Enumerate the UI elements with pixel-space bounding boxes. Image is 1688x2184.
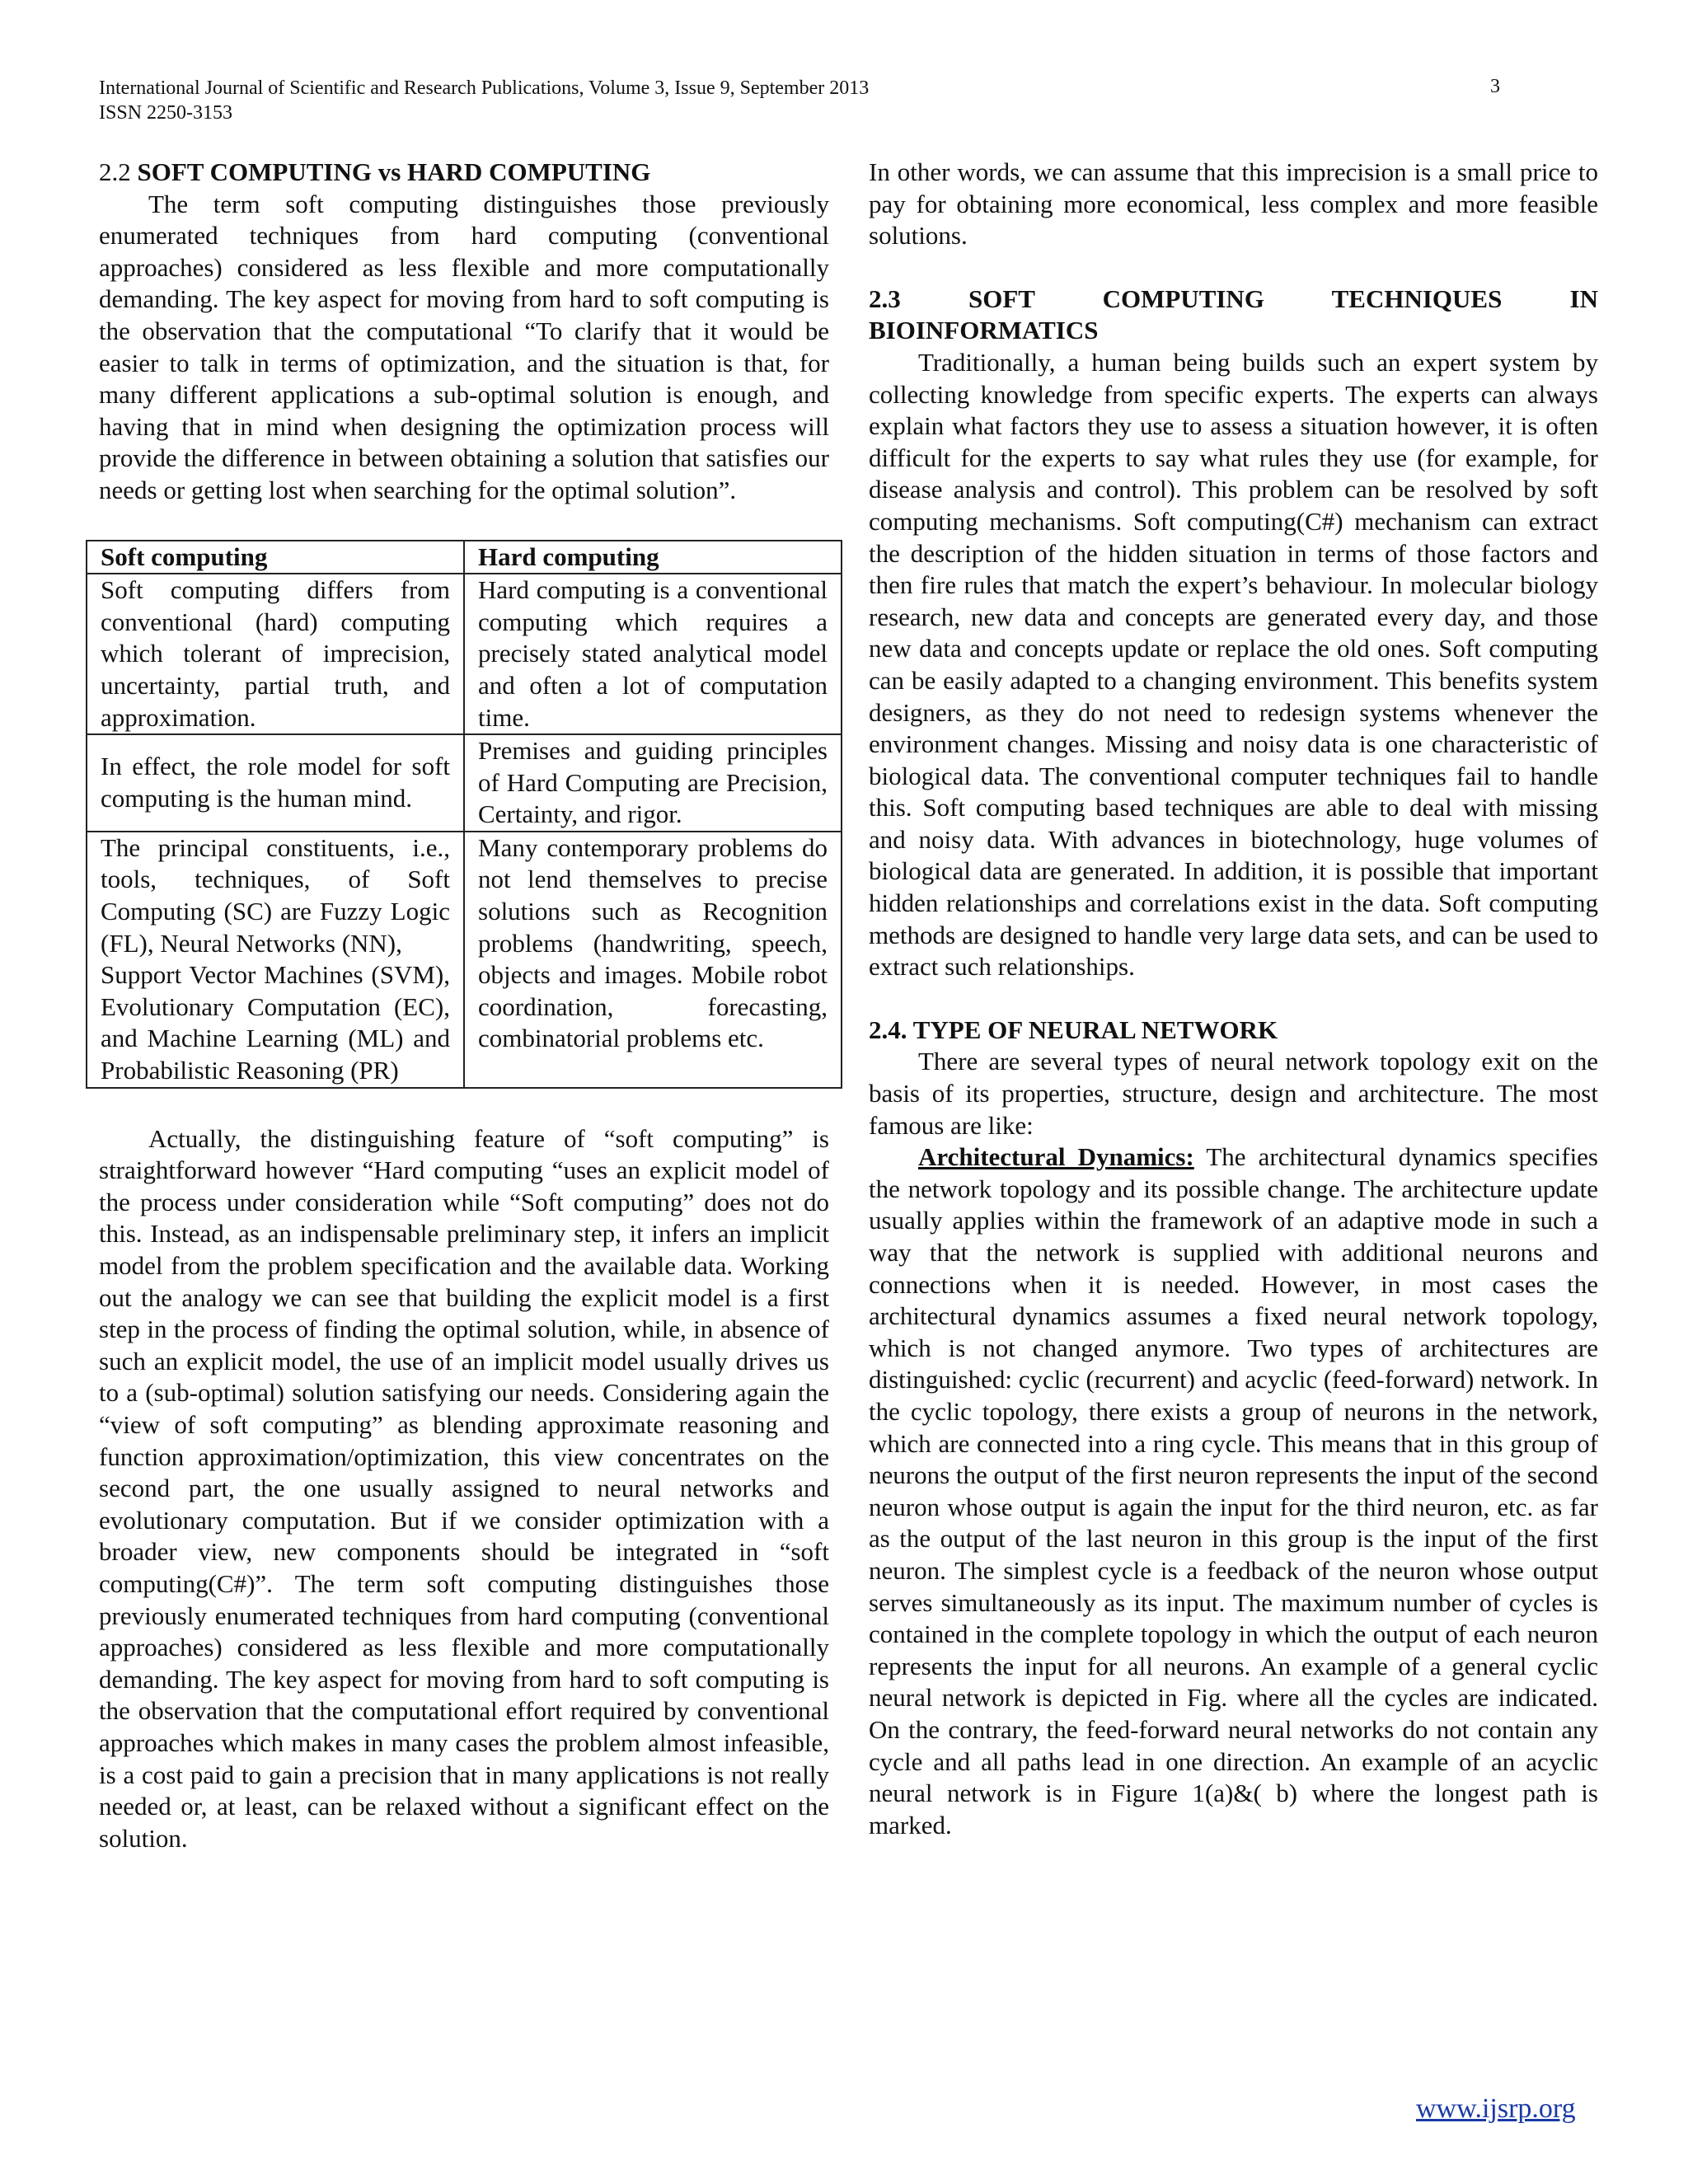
section-title: SOFT COMPUTING vs HARD COMPUTING	[137, 157, 651, 186]
paragraph-text: The architectural dynamics specifies the network topology and its possible change. The architecture update usually applies within the framework of an adaptive mode in such a way that the network is supplied with additional neurons and connections when it is needed. However, in most cases the architectural dynamics assumes a fixed neural network topology, which is not changed anymore. Two types of architectures are distinguished: cyclic (recurrent) and acyclic (feed-forward) network. In the cyclic topology, there exists a group of neurons in the network, which are connected into a ring cycle. This means that in this group of neurons the output of the first neuron represents the input of the second neuron whose output is again the input for the third neuron, etc. as far as the output of the last neuron in this group is the input of the first neuron. The simplest cycle is a feedback of the neuron whose output serves simultaneously as its input. The maximum number of cycles is contained in the complete topology in which the output of each neuron represents the input for all neurons. An example of a general cyclic neural network is depicted in Fig. where all the cycles are indicated. On the contrary, the feed-forward neural networks do not contain any cycle and all paths lead in one direction. An example of an acyclic neural network is in Figure 1(a)&( b) where the longest path is marked.	[869, 1142, 1599, 1840]
term-label: Architectural Dynamics:	[918, 1142, 1194, 1172]
section-number: 2.2	[99, 157, 131, 186]
paragraph: Traditionally, a human being builds such an expert system by collecting knowledge from specific experts. The experts can always explain what factors they use to assess a situation however, it is often difficult for the experts to say what rules they use (for example, for disease analysis and control). This problem can be resolved by soft computing mechanisms. Soft computing(C#) mechanism can extract the description of the hidden situation in terms of those factors and then fire rules that match the expert’s behaviour. In molecular biology research, new data and concepts are generated every day, and those new data and concepts update or replace the old ones. Soft computing can be easily adapted to a changing environment. This benefits system designers, as they do not need to redesign systems whenever the environment changes. Missing and noisy data is one characteristic of biological data. The conventional computer techniques fail to handle this. Soft computing based techniques are able to deal with missing and noisy data. With advances in biotechnology, huge volumes of biological data are generated. In addition, it is possible that important hidden relationships and correlations exist in the data. Soft computing methods are designed to handle very large data sets, and can be used to extract such relationships.	[869, 347, 1598, 982]
paragraph: Actually, the distinguishing feature of “soft computing” is straightforward however “Hard computing “uses an explicit model of the process under consideration while “Soft computing” does not do this. Instead, as an indispensable preliminary step, it infers an implicit model from the problem specification and the available data. Working out the analogy we can see that building the explicit model is a first step in the process of finding the optimal solution, while, in absence of such an explicit model, the use of an implicit model usually drives us to a (sub-optimal) solution satisfying our needs. Considering again the “view of soft computing” as blending approximate reasoning and function approximation/optimization, this view concentrates on the second part, the one usually assigned to neural networks and evolutionary computation. But if we consider optimization with a broader view, new components should be integrated in “soft computing(C#)”. The term soft computing distinguishes those previously enumerated techniques from hard computing (conventional approaches) considered as less flexible and more computationally demanding. The key aspect for moving from hard to soft computing is the observation that the computational effort required by conventional approaches which makes in many cases the problem almost infeasible, is a cost paid to gain a precision that in many applications is not really needed or, at least, can be relaxed without a significant effect on the solution.	[99, 1123, 829, 1853]
section-2-4-heading	[869, 1015, 1598, 1047]
column-header-soft: Soft computing	[87, 541, 464, 574]
paragraph: The term soft computing distinguishes those previously enumerated techniques from hard computing (conventional approaches) considered as less flexible and more computationally demanding. The key aspect for moving from hard to soft computing is the observation that the computational “To clarify that it would be easier to talk in terms of optimization, and the situation is that, for many different applications a sub-optimal solution is enough, and having that in mind when designing the optimization process will provide the difference in between obtaining a solution that satisfies our needs or getting lost when searching for the optimal solution”.	[99, 189, 829, 504]
paragraph: There are several types of neural network topology exit on the basis of its properties, structure, design and architecture. The most famous are like:	[869, 1047, 1598, 1140]
journal-line: International Journal of Scientific and Research Publications, Volume 3, Issue 9, September 2013	[99, 77, 870, 99]
page-number: 3	[1490, 76, 1500, 97]
paragraph	[869, 1141, 1598, 1841]
comparison-table	[86, 540, 842, 1089]
table-cell-soft	[87, 832, 464, 1088]
section-2-3-heading	[869, 284, 1598, 347]
website-link[interactable]: www.ijsrp.org	[1416, 2093, 1576, 2124]
table-row	[87, 832, 842, 1088]
issn-line: ISSN 2250-3153	[99, 102, 233, 124]
table-cell-hard: Many contemporary problems do not lend themselves to precise solutions such as Recognition problems (handwriting, speech, objects and images. Mobile robot coordination, forecasting, combinatorial problems etc.	[464, 832, 842, 1088]
table-cell-hard: Hard computing is a conventional computing which requires a precisely stated analytical model and often a lot of computation time.	[464, 574, 842, 734]
right-column	[869, 157, 1598, 1841]
table-cell-soft: In effect, the role model for soft computing is the human mind.	[87, 734, 464, 832]
table-row	[87, 574, 842, 734]
table-cell-text: Support Vector Machines (SVM), Evolutionary Computation (EC), and Machine Learning (ML) and Probabilistic Reasoning (PR)	[101, 960, 450, 1085]
table-cell-soft: Soft computing differs from conventional (hard) computing which tolerant of imprecision, uncertainty, partial truth, and approximation.	[87, 574, 464, 734]
table-header-row	[87, 541, 842, 574]
table-cell-text: The principal constituents, i.e., tools, techniques, of Soft Computing (SC) are Fuzzy Logic (FL), Neural Networks (NN),	[101, 832, 450, 958]
column-header-hard: Hard computing	[464, 541, 842, 574]
section-title-line: 2.3 SOFT COMPUTING TECHNIQUES IN	[869, 284, 1598, 313]
section-2-2-heading	[99, 157, 829, 189]
table-cell-hard: Premises and guiding principles of Hard Computing are Precision, Certainty, and rigor.	[464, 734, 842, 832]
table-row	[87, 734, 842, 832]
running-header	[99, 76, 869, 125]
section-title: 2.4. TYPE OF NEURAL NETWORK	[869, 1015, 1278, 1044]
section-title-line: BIOINFORMATICS	[869, 316, 1099, 345]
paragraph: In other words, we can assume that this imprecision is a small price to pay for obtaining more economical, less complex and more feasible solutions.	[869, 157, 1598, 251]
left-column	[99, 157, 829, 1854]
